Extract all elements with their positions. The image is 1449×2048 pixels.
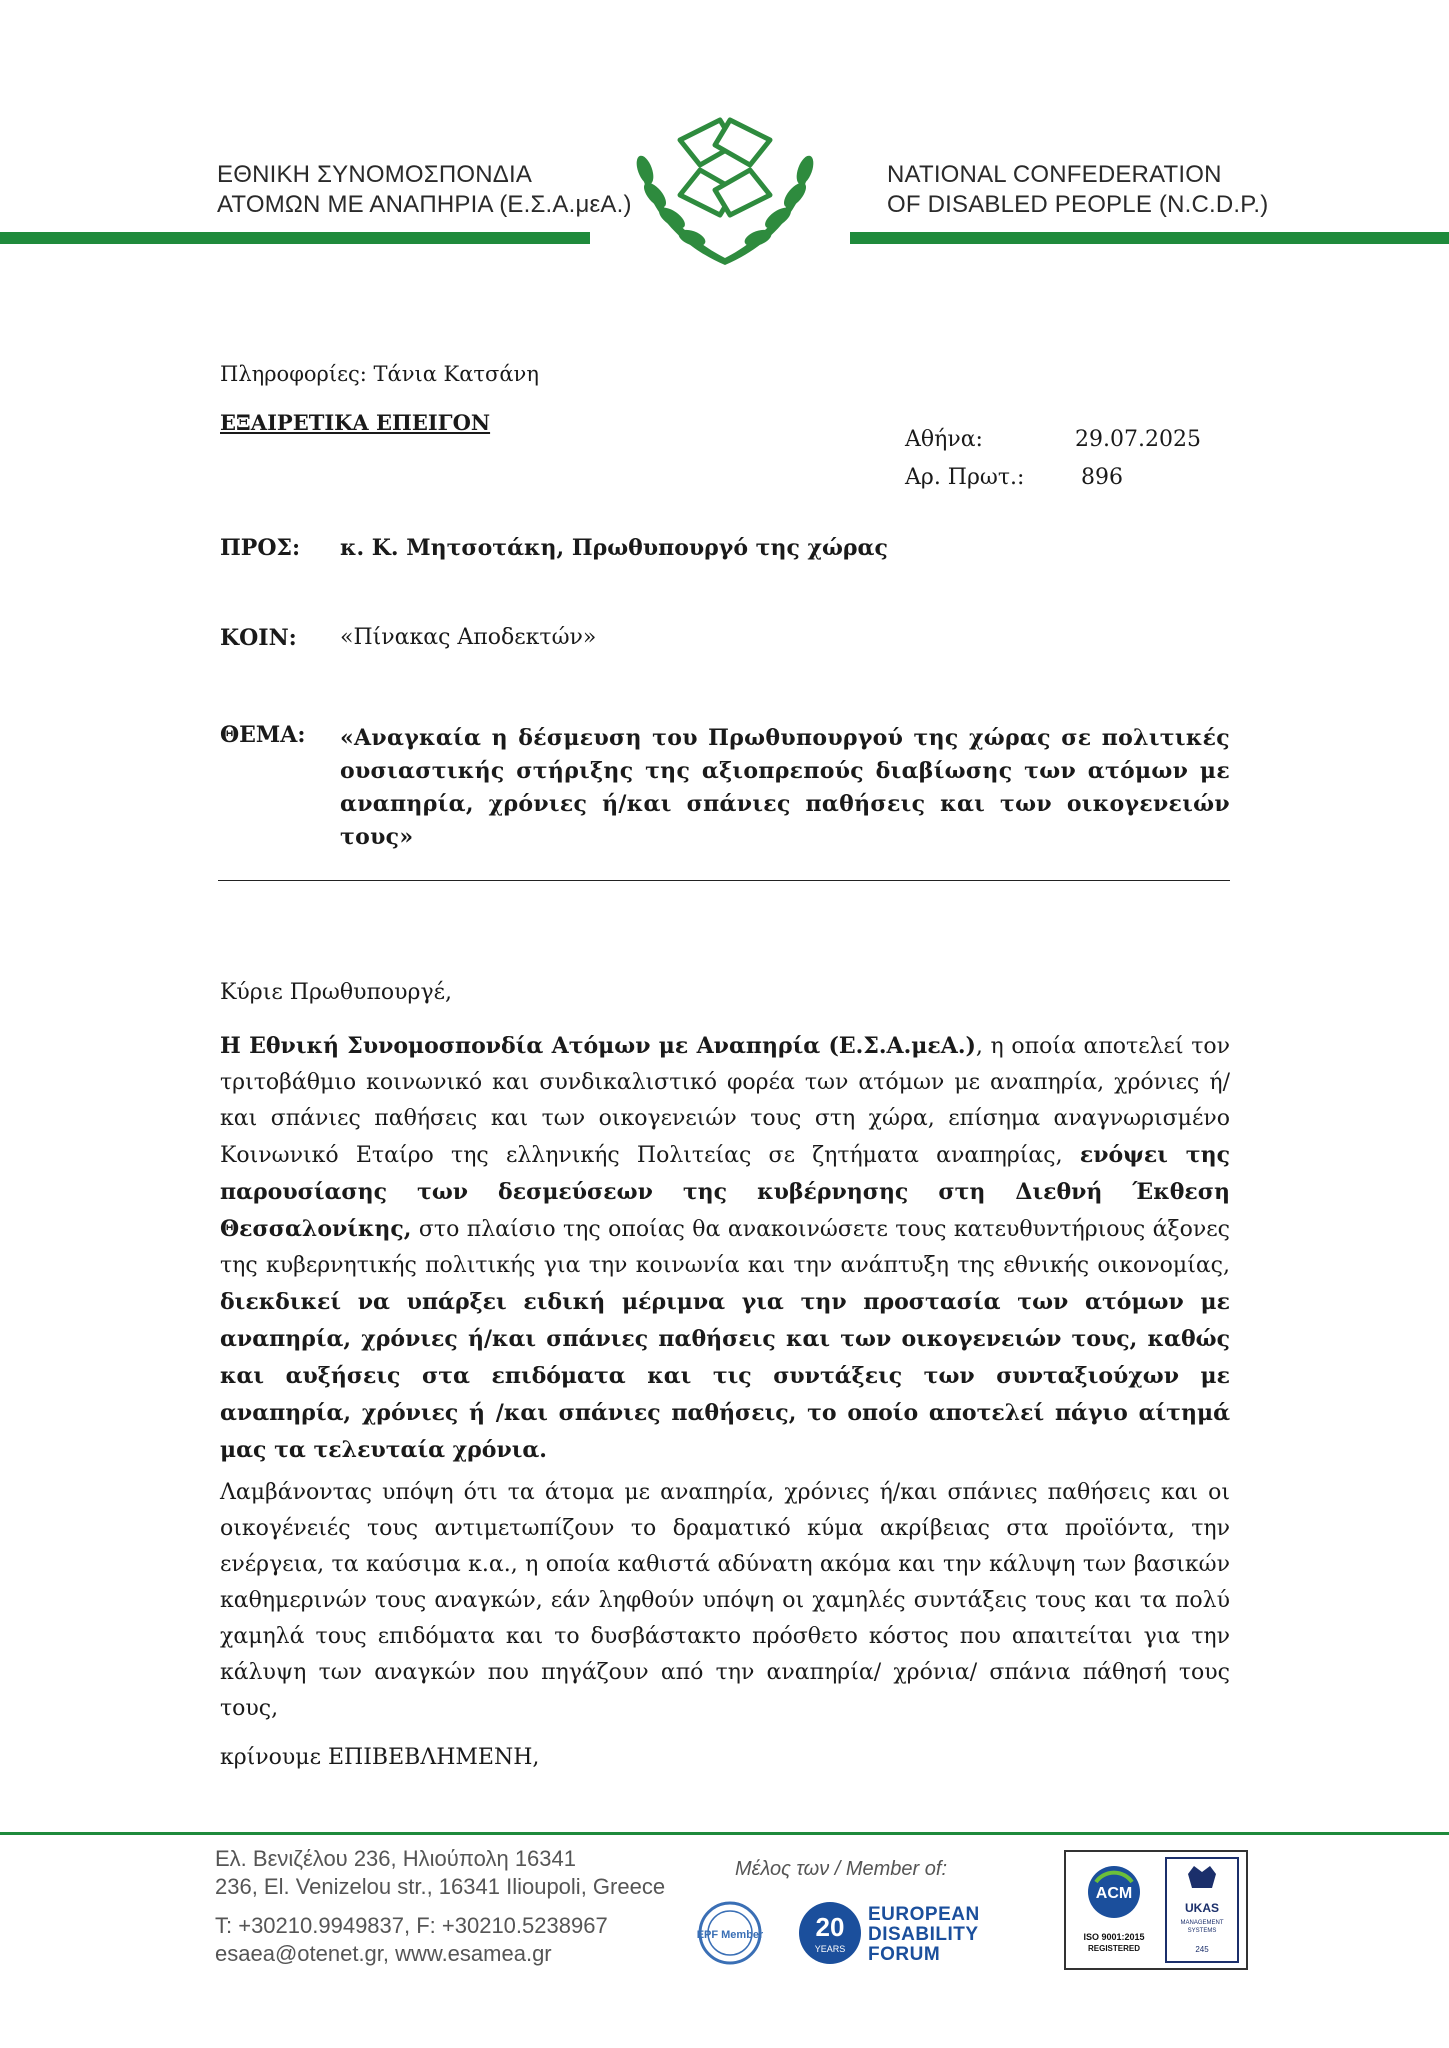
subject-label: ΘΕΜΑ: [220,722,306,748]
iso-ukas-certification-icon [1066,1852,1246,1968]
subject-text: «Αναγκαία η δέσμευση του Πρωθυπουργού της χώρας σε πολιτικές ουσιαστικής στήριξης της αξιοπρεπούς διαβίωσης των ατόμων με αναπηρία, χρόνιες ή/και σπάνιες παθήσεις και των οικογενειών τους» [340,725,1230,850]
p1-text-1: , η οποία αποτελεί τον τριτοβάθμιο κοινωνικό και συνδικαλιστικό φορέα των ατόμων με αναπηρία, χρόνιες ή/και σπάνιες παθήσεις και των οικογενειών τους στη χώρα, επίσημα αναγνωρισμένο Κοινωνικό Εταίρο της ελληνικής Πολιτείας σε ζητήματα αναπηρίας, [220,1034,1230,1168]
p1-bold-expo: ενόψει της παρουσίασης των δεσμεύσεων της κυβέρνησης στη Διεθνή Έκθεση Θεσσαλονίκης, [220,1142,1230,1242]
footer-address [215,1845,665,1901]
ukas-text: UKAS [1184,1901,1220,1915]
p1-bold-demand: διεκδικεί να υπάρξει ειδική μέριμνα για την προστασία των ατόμων με αναπηρία, χρόνιες ή/και σπάνιες παθήσεις και των οικογενειών τους, καθώς και αυξήσεις στα επιδόματα και τις συντάξεις των συνταξιούχων με αναπηρία, χρόνιες ή /και σπάνιες παθήσεις, το οποίο αποτελεί πάγιο αίτημά μας τα τελευταία χρόνια. [220,1289,1230,1463]
paragraph-2: Λαμβάνοντας υπόψη ότι τα άτομα με αναπηρία, χρόνιες ή/και σπάνιες παθήσεις και οι οικογένειές τους αντιμετωπίζουν το δραματικό κύμα ακρίβειας στα προϊόντα, την ενέργεια, τα καύσιμα κ.α., η οποία καθιστά αδύνατη ακόμα και την κάλυψη των βασικών καθημερινών τους αναγκών, εάν ληφθούν υπόψη οι χαμηλές συντάξεις τους και τα πολύ χαμηλά τους επιδόματα και το δυσβάστακτο πρόσθετο κόστος που απαιτείται για την κάλυψη των αναγκών που πηγάζουν από την αναπηρία/ χρόνια/ σπάνια πάθησή τους τους, [220,1480,1230,1721]
header-bar-right [850,232,1449,244]
edf-20-years-icon [797,1900,863,1966]
protocol-row [905,459,1201,497]
place-label: Αθήνα: [905,427,983,452]
cc-label: ΚΟΙΝ: [220,625,297,651]
subject-divider [218,880,1230,881]
org-name-greek [217,160,632,220]
org-name-english-line2: OF DISABLED PEOPLE (N.C.D.P.) [887,191,1269,218]
info-contact: Πληροφορίες: Τάνια Κατσάνη [220,362,539,386]
epf-member-text: EPF Member [697,1929,763,1941]
ukas-number-text: 245 [1195,1945,1209,1954]
paragraph-1 [220,1028,1230,1469]
address-english: 236, El. Venizelou str., 16341 Ilioupoli, Greece [215,1874,666,1899]
p1-text-2: στο πλαίσιο της οποίας θα ανακοινώσετε τους κατευθυντήριους άξονες της κυβερνητικής πολιτικής για την κοινωνία και την ανάπτυξη της εθνικής οικονομίας, [220,1217,1230,1278]
edf-anniversary-number: 20 [815,1912,845,1942]
org-name-english-line1: NATIONAL CONFEDERATION [887,161,1222,188]
certification-box [1064,1850,1248,1970]
date-row [905,421,1201,459]
edf-anniversary-years: YEARS [814,1944,846,1954]
footer-contact [215,1912,608,1968]
email-website: esaea@otenet.gr, www.esamea.gr [215,1941,552,1966]
edf-line3: FORUM [868,1944,941,1965]
footer-divider [0,1832,1449,1835]
iso-text: ISO 9001:2015 [1083,1932,1145,1942]
edf-line1: EUROPEAN [868,1904,980,1925]
to-label: ΠΡΟΣ: [220,535,301,561]
to-recipient: κ. Κ. Μητσοτάκη, Πρωθυπουργό της χώρας [340,535,888,561]
protocol-label: Αρ. Πρωτ.: [905,465,1025,490]
acm-text: ACM [1095,1885,1133,1902]
org-name-english [887,160,1268,220]
iso-registered-text: REGISTERED [1087,1944,1141,1953]
header-bar-left [0,232,590,244]
letter-date: 29.07.2025 [1075,427,1201,452]
epf-member-seal-icon [697,1900,763,1966]
date-protocol-block [905,421,1201,497]
edf-line2: DISABILITY [868,1924,979,1945]
ukas-management-text: MANAGEMENT [1180,1920,1224,1926]
cc-recipients: «Πίνακας Αποδεκτών» [340,625,597,650]
protocol-number: 896 [1081,465,1123,490]
greeting: Κύριε Πρωθυπουργέ, [220,980,452,1005]
phone-fax: T: +30210.9949837, F: +30210.5238967 [215,1913,608,1938]
confederation-logo-icon [610,100,840,270]
paragraph-3: κρίνουμε ΕΠΙΒΕΒΛΗΜΕΝΗ, [220,1745,540,1770]
member-of-label: Μέλος των / Member of: [735,1858,948,1880]
edf-name [868,1905,980,1965]
address-greek: Ελ. Βενιζέλου 236, Ηλιούπολη 16341 [215,1846,577,1871]
ukas-systems-text: SYSTEMS [1187,1928,1217,1934]
p1-bold-org: Η Εθνική Συνομοσπονδία Ατόμων με Αναπηρία (Ε.Σ.Α.μεΑ.) [220,1033,976,1059]
org-name-greek-line1: ΕΘΝΙΚΗ ΣΥΝΟΜΟΣΠΟΝΔΙΑ [217,161,533,188]
org-name-greek-line2: ΑΤΟΜΩΝ ΜΕ ΑΝΑΠΗΡΙΑ (Ε.Σ.Α.μεΑ.) [217,191,632,218]
urgent-notice: ΕΞΑΙΡΕΤΙΚΑ ΕΠΕΙΓΟΝ [220,410,491,435]
